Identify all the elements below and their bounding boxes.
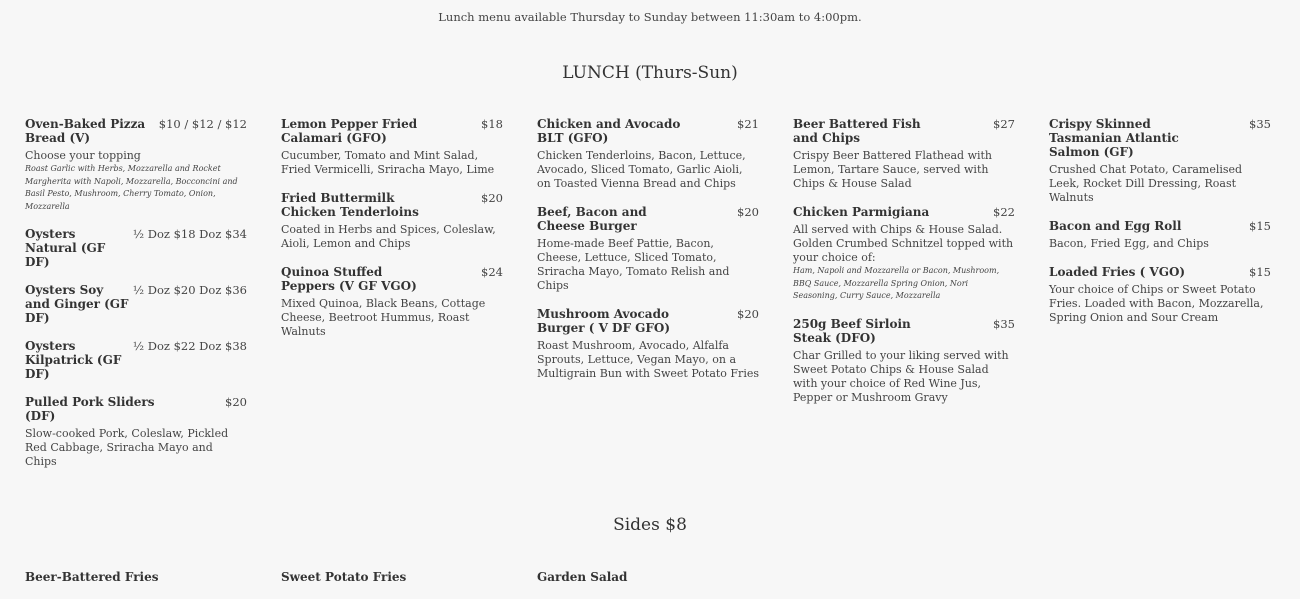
menu-item-name: Oysters Natural (GF DF) xyxy=(25,227,106,269)
lunch-section-title: LUNCH (Thurs-Sun) xyxy=(562,63,738,83)
menu-item-price: ½ Doz $20 Doz $36 xyxy=(132,283,247,297)
menu-item-price: $24 xyxy=(481,265,503,279)
menu-item-description: Choose your topping xyxy=(25,149,141,162)
menu-item-header xyxy=(537,205,759,233)
menu-item xyxy=(1049,219,1271,251)
menu-item-price: $20 xyxy=(481,191,503,205)
menu-item-header xyxy=(537,117,759,145)
menu-item-header xyxy=(25,395,247,423)
menu-item-name: Pulled Pork Sliders (DF) xyxy=(25,395,155,423)
menu-item-name: Fried Buttermilk Chicken Tenderloins xyxy=(281,191,419,219)
menu-item-header xyxy=(793,117,1015,145)
menu-item-name: Quinoa Stuffed Peppers (V GF VGO) xyxy=(281,265,417,293)
menu-item-name: 250g Beef Sirloin Steak (DFO) xyxy=(793,316,911,345)
menu-item-description: Roast Mushroom, Avocado, Alfalfa Sprouts, Lettuce, Vegan Mayo, on a Multigrain Bun with Sweet Potato Fries xyxy=(537,339,759,380)
menu-item-header xyxy=(1049,265,1271,279)
menu-item-options: Ham, Napoli and Mozzarella or Bacon, Mushroom, BBQ Sauce, Mozzarella Spring Onion, Nori Seasoning, Curry Sauce, Mozzarella xyxy=(793,266,1000,300)
menu-item xyxy=(281,265,503,339)
menu-item-name: Oysters Kilpatrick (GF DF) xyxy=(25,339,122,381)
menu-item-name: Mushroom Avocado Burger ( V DF GFO) xyxy=(537,307,671,335)
menu-item-header xyxy=(281,265,503,293)
menu-item-description: Coated in Herbs and Spices, Coleslaw, Aioli, Lemon and Chips xyxy=(281,223,496,250)
menu-item-description: Your choice of Chips or Sweet Potato Fries. Loaded with Bacon, Mozzarella, Spring Onion and Sour Cream xyxy=(1049,283,1264,324)
menu-item xyxy=(1049,117,1271,205)
menu-item-price: $15 xyxy=(1249,219,1271,233)
menu-item-description: Cucumber, Tomato and Mint Salad, Fried Vermicelli, Sriracha Mayo, Lime xyxy=(281,149,495,176)
menu-item xyxy=(281,117,503,177)
menu-item xyxy=(25,339,247,381)
menu-column xyxy=(1049,117,1271,339)
menu-item-name: Crispy Skinned Tasmanian Atlantic Salmon (GF) xyxy=(1049,117,1179,159)
menu-item-price: $18 xyxy=(481,117,503,131)
menu-item-name: Lemon Pepper Fried Calamari (GFO) xyxy=(281,117,418,145)
menu-item xyxy=(537,117,759,191)
menu-item-header xyxy=(25,117,247,145)
menu-item-name: Loaded Fries ( VGO) xyxy=(1049,265,1186,279)
menu-item-header xyxy=(25,339,247,381)
menu-item-description: Chicken Tenderloins, Bacon, Lettuce, Avocado, Sliced Tomato, Garlic Aioli, on Toasted Vienna Bread and Chips xyxy=(537,149,746,190)
menu-item-description: Crispy Beer Battered Flathead with Lemon, Tartare Sauce, served with Chips & House Salad xyxy=(793,149,993,190)
menu-item xyxy=(793,117,1015,191)
menu-item-options: Roast Garlic with Herbs, Mozzarella and Rocket Margherita with Napoli, Mozzarella, Bocconcini and Basil Pesto, Mushroom, Cherry Tomato, Onion, Mozzarella xyxy=(25,164,238,211)
menu-item-name: Chicken Parmigiana xyxy=(793,205,930,219)
menu-item-description: Home-made Beef Pattie, Bacon, Cheese, Lettuce, Sliced Tomato, Sriracha Mayo, Tomato Relish and Chips xyxy=(537,237,730,292)
menu-item-price: $35 xyxy=(1249,117,1271,131)
menu-item-description: All served with Chips & House Salad. Golden Crumbed Schnitzel topped with your choice of: xyxy=(793,223,1014,264)
menu-item-price: ½ Doz $22 Doz $38 xyxy=(132,339,247,353)
menu-item xyxy=(25,117,247,213)
menu-item-price: $20 xyxy=(737,205,759,219)
sides-section-title: Sides $8 xyxy=(613,515,687,535)
menu-item xyxy=(793,317,1015,405)
side-item: Garden Salad xyxy=(537,570,628,584)
menu-item-name: Bacon and Egg Roll xyxy=(1049,219,1182,233)
menu-item-description: Char Grilled to your liking served with Sweet Potato Chips & House Salad with your choice of Red Wine Jus, Pepper or Mushroom Gravy xyxy=(793,348,1009,404)
menu-item-price: $15 xyxy=(1249,265,1271,279)
side-item: Sweet Potato Fries xyxy=(281,570,407,584)
menu-item xyxy=(793,205,1015,303)
menu-item-header xyxy=(25,283,247,325)
menu-item-name: Chicken and Avocado BLT (GFO) xyxy=(537,117,681,145)
menu-item xyxy=(1049,265,1271,325)
menu-column xyxy=(793,117,1015,419)
menu-item-description: Crushed Chat Potato, Caramelised Leek, Rocket Dill Dressing, Roast Walnuts xyxy=(1049,163,1243,204)
menu-item xyxy=(25,227,247,269)
menu-item-price: $35 xyxy=(993,316,1015,331)
menu-item-price: $20 xyxy=(225,395,247,409)
menu-item-header xyxy=(281,191,503,219)
menu-item-price: $27 xyxy=(993,117,1015,131)
menu-column xyxy=(25,117,247,483)
menu-item xyxy=(537,307,759,381)
menu-item-header xyxy=(537,307,759,335)
menu-item-name: Oven-Baked Pizza Bread (V) xyxy=(25,117,146,145)
menu-item-price: $10 / $12 / $12 xyxy=(158,117,247,131)
menu-item xyxy=(281,191,503,251)
menu-item-price: $20 xyxy=(737,307,759,321)
menu-item-header xyxy=(25,227,247,269)
menu-item-description: Bacon, Fried Egg, and Chips xyxy=(1049,237,1209,250)
menu-item-header xyxy=(793,317,1015,345)
menu-item-header xyxy=(1049,219,1271,233)
menu-item xyxy=(25,283,247,325)
menu-item-name: Beer Battered Fish and Chips xyxy=(793,117,921,145)
menu-item xyxy=(537,205,759,293)
menu-item xyxy=(25,395,247,469)
menu-item-header xyxy=(1049,117,1271,159)
menu-item-name: Beef, Bacon and Cheese Burger xyxy=(537,205,647,233)
side-item: Beer-Battered Fries xyxy=(25,570,159,584)
menu-item-description: Mixed Quinoa, Black Beans, Cottage Cheese, Beetroot Hummus, Roast Walnuts xyxy=(281,297,486,338)
menu-column xyxy=(281,117,503,353)
menu-item-price: ½ Doz $18 Doz $34 xyxy=(132,227,247,241)
menu-item-header xyxy=(793,205,1015,219)
menu-item-header xyxy=(281,117,503,145)
menu-item-name: Oysters Soy and Ginger (GF DF) xyxy=(25,283,129,325)
availability-notice: Lunch menu available Thursday to Sunday between 11:30am to 4:00pm. xyxy=(438,10,862,24)
menu-item-price: $21 xyxy=(737,117,759,131)
menu-item-description: Slow-cooked Pork, Coleslaw, Pickled Red Cabbage, Sriracha Mayo and Chips xyxy=(25,427,229,468)
menu-column xyxy=(537,117,759,395)
menu-item-price: $22 xyxy=(993,205,1015,219)
